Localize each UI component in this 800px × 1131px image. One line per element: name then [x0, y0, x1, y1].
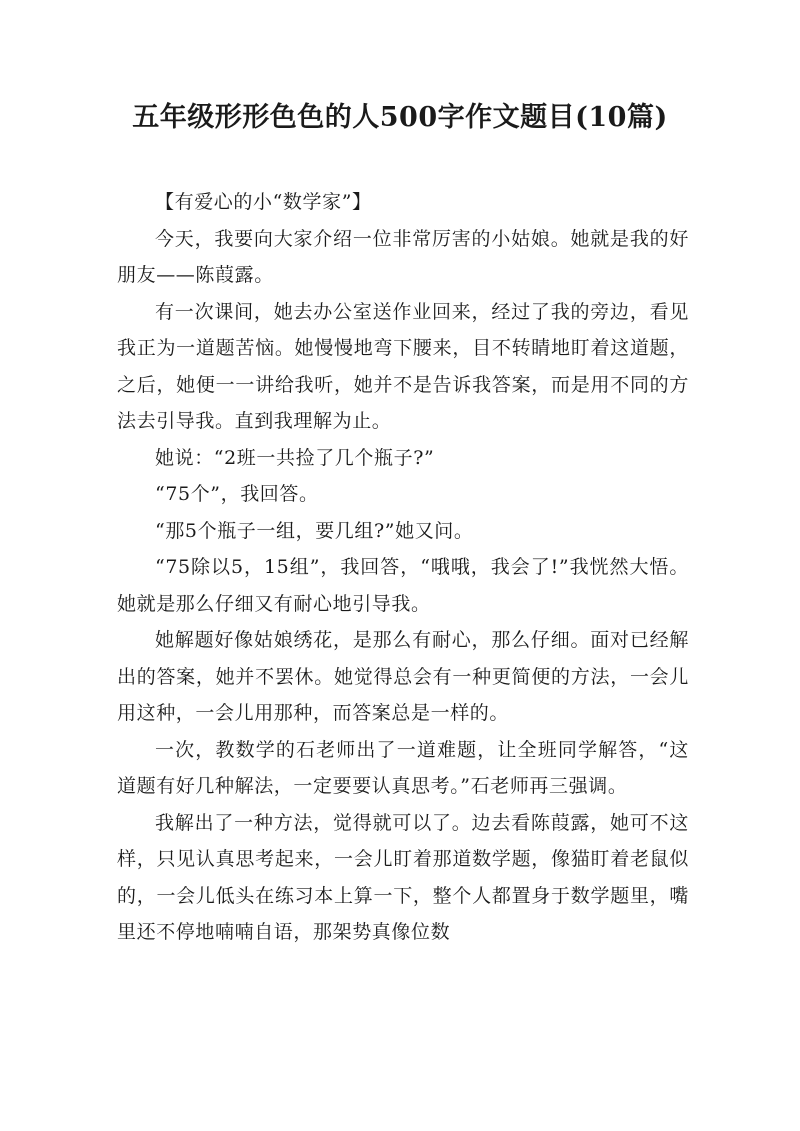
paragraph: 她解题好像姑娘绣花，是那么有耐心，那么仔细。面对已经解出的答案，她并不罢休。她觉得总会有一种更简便的方法，一会儿用这种，一会儿用那种，而答案总是一样的。 [117, 629, 689, 724]
paragraph: 她说：“2班一共捡了几个瓶子?” [155, 446, 435, 469]
paragraph: “那5个瓶子一组，要几组?”她又问。 [155, 519, 474, 542]
document-title: 五年级形形色色的人500字作文题目(10篇) [132, 102, 668, 133]
paragraph: 今天，我要向大家介绍一位非常厉害的小姑娘。她就是我的好朋友——陈葭露。 [117, 227, 689, 286]
paragraph: “75除以5，15组”，我回答，“哦哦，我会了!”我恍然大悟。她就是那么仔细又有耐心地引导我。 [117, 556, 689, 615]
paragraph: “75个”，我回答。 [155, 483, 319, 505]
paragraph: 一次，教数学的石老师出了一道难题，让全班同学解答，“这道题有好几种解法，一定要要认真思考。”石老师再三强调。 [117, 738, 689, 797]
paragraph: 我解出了一种方法，觉得就可以了。边去看陈葭露，她可不这样，只见认真思考起来，一会儿盯着那道数学题，像猫盯着老鼠似的，一会儿低头在练习本上算一下，整个人都置身于数学题里，嘴里还不停地喃喃自语，那架势真像位数 [117, 811, 689, 943]
section-heading: 【有爱心的小“数学家”】 [155, 191, 372, 213]
document-body [117, 184, 689, 951]
paragraph: 有一次课间，她去办公室送作业回来，经过了我的旁边，看见我正为一道题苦恼。她慢慢地弯下腰来，目不转睛地盯着这道题，之后，她便一一讲给我听，她并不是告诉我答案，而是用不同的方法去引导我。直到我理解为止。 [117, 300, 689, 432]
